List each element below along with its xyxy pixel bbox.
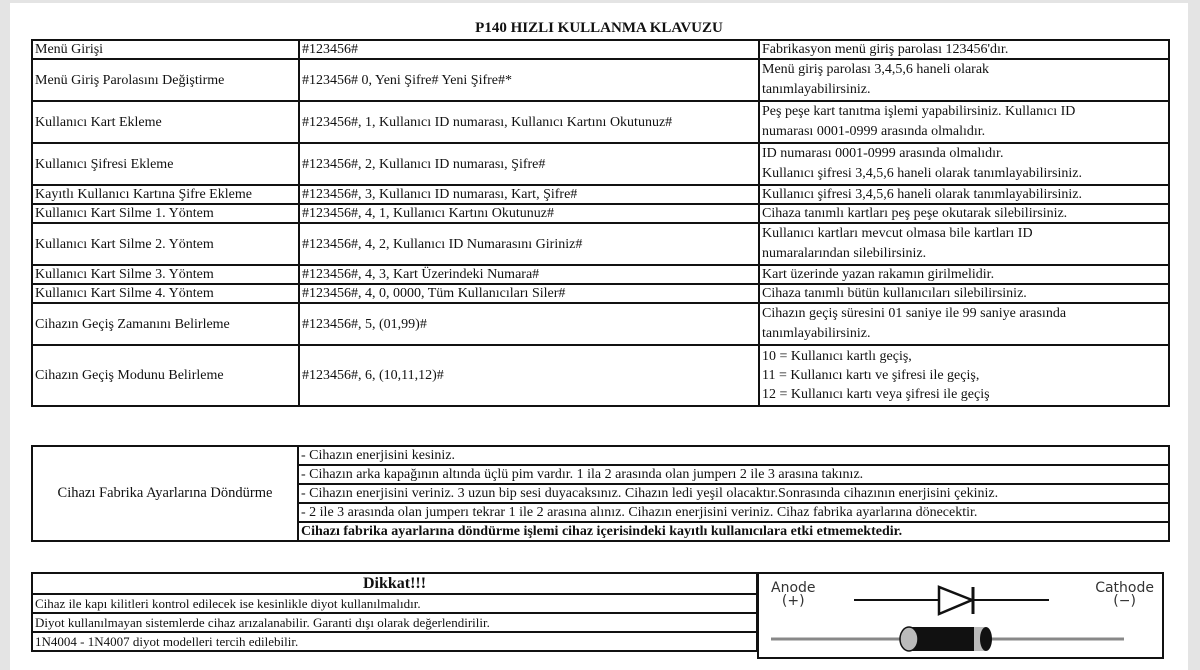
command-row <box>32 223 1169 265</box>
command-code: #123456#, 5, (01,99)# <box>299 303 759 345</box>
factory-reset-step: - 2 ile 3 arasında olan jumperı tekrar 1 ile 2 arasına alınız. Cihazın enerjisini veriniz. Cihaz fabrika ayarlarına dönecektir. <box>298 503 1169 522</box>
description-line: Kullanıcı kartları mevcut olmasa bile kartları ID <box>762 226 1033 241</box>
description-line: Cihaza tanımlı bütün kullanıcıları silebilirsiniz. <box>762 286 1027 301</box>
description-line: numaralarından silebilirsiniz. <box>762 246 927 261</box>
factory-reset-table <box>31 445 1170 542</box>
anode-sign: (+) <box>781 593 805 609</box>
command-row <box>32 185 1169 204</box>
command-code: #123456#, 4, 2, Kullanıcı ID Numarasını Giriniz# <box>299 223 759 265</box>
warning-title: Dikkat!!! <box>32 573 757 594</box>
command-name: Kullanıcı Kart Silme 1. Yöntem <box>32 204 299 223</box>
command-row <box>32 303 1169 345</box>
command-name: Kullanıcı Kart Silme 2. Yöntem <box>32 223 299 265</box>
cathode-text: Cathode <box>1095 580 1154 596</box>
command-code: #123456#, 1, Kullanıcı ID numarası, Kullanıcı Kartını Okutunuz# <box>299 101 759 143</box>
cathode-label <box>1095 582 1154 608</box>
anode-text: Anode <box>771 580 816 596</box>
command-code: #123456#, 6, (10,11,12)# <box>299 345 759 406</box>
command-table <box>31 39 1170 407</box>
anode-label <box>771 582 816 608</box>
description-line: 10 = Kullanıcı kartlı geçiş, <box>762 349 912 364</box>
command-description <box>759 40 1169 59</box>
command-description <box>759 345 1169 406</box>
description-line: tanımlayabilirsiniz. <box>762 326 871 341</box>
warning-line: 1N4004 - 1N4007 diyot modelleri tercih edilebilir. <box>32 632 757 651</box>
description-line: Kullanıcı şifresi 3,4,5,6 haneli olarak tanımlayabilirsiniz. <box>762 166 1082 181</box>
command-code: #123456#, 4, 0, 0000, Tüm Kullanıcıları Siler# <box>299 284 759 303</box>
description-line: Cihazın geçiş süresini 01 saniye ile 99 saniye arasında <box>762 306 1067 321</box>
diode-symbol-icon <box>854 587 1049 614</box>
description-line: 12 = Kullanıcı kartı veya şifresi ile geçiş <box>762 387 990 402</box>
command-name: Menü Giriş Parolasını Değiştirme <box>32 59 299 101</box>
description-line: Kullanıcı şifresi 3,4,5,6 haneli olarak tanımlayabilirsiniz. <box>762 187 1082 202</box>
document-page <box>10 3 1188 670</box>
command-code: #123456# 0, Yeni Şifre# Yeni Şifre#* <box>299 59 759 101</box>
command-description <box>759 265 1169 284</box>
command-description <box>759 59 1169 101</box>
description-line: Menü giriş parolası 3,4,5,6 haneli olarak <box>762 62 990 77</box>
document-title: P140 HIZLI KULLANMA KLAVUZU <box>475 20 723 36</box>
command-description <box>759 143 1169 185</box>
description-line: tanımlayabilirsiniz. <box>762 82 871 97</box>
command-row <box>32 284 1169 303</box>
command-row <box>32 265 1169 284</box>
command-code: #123456#, 2, Kullanıcı ID numarası, Şifre# <box>299 143 759 185</box>
command-description <box>759 204 1169 223</box>
factory-reset-label: Cihazı Fabrika Ayarlarına Döndürme <box>32 446 298 541</box>
command-code: #123456#, 4, 1, Kullanıcı Kartını Okutunuz# <box>299 204 759 223</box>
command-name: Kullanıcı Kart Silme 3. Yöntem <box>32 265 299 284</box>
command-name: Kullanıcı Şifresi Ekleme <box>32 143 299 185</box>
command-row <box>32 101 1169 143</box>
command-code: #123456# <box>299 40 759 59</box>
command-description <box>759 284 1169 303</box>
description-line: numarası 0001-0999 arasında olmalıdır. <box>762 124 986 139</box>
command-name: Cihazın Geçiş Modunu Belirleme <box>32 345 299 406</box>
diode-diagram <box>757 572 1164 659</box>
command-name: Cihazın Geçiş Zamanını Belirleme <box>32 303 299 345</box>
warning-table <box>31 572 758 652</box>
warning-line: Cihaz ile kapı kilitleri kontrol edilecek ise kesinlikle diyot kullanılmalıdır. <box>32 594 757 613</box>
command-description <box>759 101 1169 143</box>
command-name: Kullanıcı Kart Ekleme <box>32 101 299 143</box>
command-row <box>32 345 1169 406</box>
factory-reset-note: Cihazı fabrika ayarlarına döndürme işlemi cihaz içerisindeki kayıtlı kullanıcılara etki etmemektedir. <box>298 522 1169 541</box>
command-code: #123456#, 4, 3, Kart Üzerindeki Numara# <box>299 265 759 284</box>
factory-reset-step: - Cihazın arka kapağının altında üçlü pim vardır. 1 ila 2 arasında olan jumperı 2 ile 3 arasına takınız. <box>298 465 1169 484</box>
factory-reset-step: - Cihazın enerjisini kesiniz. <box>298 446 1169 465</box>
command-name: Kullanıcı Kart Silme 4. Yöntem <box>32 284 299 303</box>
description-line: 11 = Kullanıcı kartı ve şifresi ile geçiş, <box>762 368 980 383</box>
command-row <box>32 204 1169 223</box>
command-row <box>32 59 1169 101</box>
command-code: #123456#, 3, Kullanıcı ID numarası, Kart, Şifre# <box>299 185 759 204</box>
description-line: Cihaza tanımlı kartları peş peşe okutarak silebilirsiniz. <box>762 206 1068 221</box>
command-row <box>32 40 1169 59</box>
cathode-sign: (−) <box>1113 593 1136 609</box>
command-description <box>759 185 1169 204</box>
command-description <box>759 223 1169 265</box>
warning-line: Diyot kullanılmayan sistemlerde cihaz arızalanabilir. Garanti dışı olarak değerlendirilir. <box>32 613 757 632</box>
description-line: ID numarası 0001-0999 arasında olmalıdır. <box>762 146 1004 161</box>
description-line: Kart üzerinde yazan rakamın girilmelidir. <box>762 267 995 282</box>
command-row <box>32 143 1169 185</box>
command-description <box>759 303 1169 345</box>
description-line: Fabrikasyon menü giriş parolası 123456'dır. <box>762 42 1009 57</box>
description-line: Peş peşe kart tanıtma işlemi yapabilirsiniz. Kullanıcı ID <box>762 104 1076 119</box>
command-name: Menü Girişi <box>32 40 299 59</box>
factory-reset-step: - Cihazın enerjisini veriniz. 3 uzun bip sesi duyacaksınız. Cihazın ledi yeşil olacaktır.Sonrasında cihazının enerjisini çekiniz. <box>298 484 1169 503</box>
diode-component-icon <box>771 627 1124 651</box>
command-name: Kayıtlı Kullanıcı Kartına Şifre Ekleme <box>32 185 299 204</box>
